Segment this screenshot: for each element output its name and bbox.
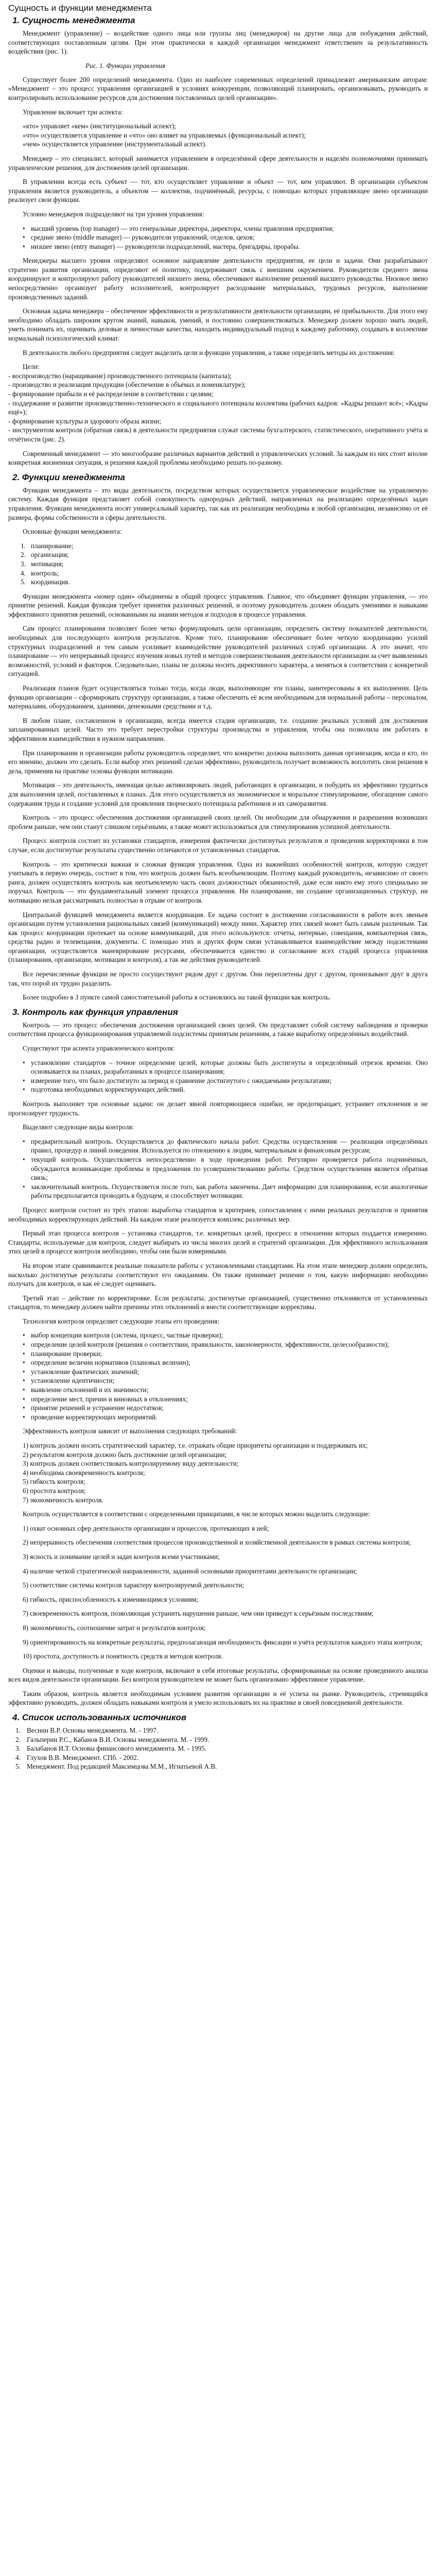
paragraph: Мотивация – это деятельность, имеющая целью активизировать людей, работающих в организации, и побудить их эффективно трудиться для выполнения целей, поставленных в планах. Для этого осуществляется их экономическое и моральное стимулирование, обогащение самого содержания труда и создание условий для проявления творческого потенциала работников и их саморазвития. xyxy=(8,781,428,807)
paragraph: Основная задача менеджера – обеспечение эффективности и результативности деятельности организации, её прибыльности. Для этого ему необходимо обладать широким кругом знаний, навыков, умений, и постоянно совершенствоваться. Менеджер должен хорошо знать людей, уметь понимать их, оценивать деловые и личностные качества, находить индивидуальный подход к каждому работнику, создавать в коллективе нормальный психологический климат. xyxy=(8,307,428,343)
list-item: • текущий контроль. Осуществляется непосредственно в ходе проведения работ. Регулярно проверяется работа подчинённых, обсуждаются возникающие проблемы и предложения по усовершенствованию работы. Средством осуществления является обратная связь; xyxy=(8,1155,428,1182)
paragraph: На втором этапе сравниваются реальные показатели работы с установленными стандартами. На этом этапе менеджер должен определить, насколько достигнутые результаты соответствуют его ожиданиям. Он также принимает решение о том, какую информацию необходимо получать для контроля, и как её следует оценивать. xyxy=(8,1261,428,1288)
list-item: • высший уровень (top manager) — это генеральные директора, директора, члены правления предприятия; xyxy=(8,224,428,233)
paragraph: Таким образом, контроль является необходимым условием развития организации и её успеха на рынке. Руководитель, стремящийся эффективно руководить, должен обладать навыками контроля и умело использовать их на практике в своей повседневной деятельности. xyxy=(8,1689,428,1707)
control-kinds-list xyxy=(8,1137,428,1200)
paragraph: Первый этап процесса контроля – установка стандартов, т.е. конкретных целей, прогресс в отношении которых поддается измерению. Стандарты, используемые для контроля, следует выбирать из числа многих целей и стратегий организации. Для эффективного использования этих целей в процессе контроля необходимо, чтобы они были измеримыми. xyxy=(8,1229,428,1256)
paragraph: 5) соответствие системы контроля характеру контролируемой деятельности; xyxy=(23,1581,245,1589)
goals-block xyxy=(8,362,428,444)
paragraph: Реализация планов будет осуществляться только тогда, когда люди, выполняющие эти планы, заинтересованы в их выполнении. Цель функции организации – сформировать структуру организации, а также обеспечить её всем необходимым для нормальной работы – персоналом, материалами, оборудованием, зданиями, денежными средствами и т.д. xyxy=(8,684,428,710)
references-list xyxy=(8,1726,428,1771)
list-item: «кто» управляет «кем» (институциональный аспект); xyxy=(23,122,177,130)
list-item: • установление идентичности; xyxy=(8,1376,428,1385)
aspects-list xyxy=(8,122,428,149)
list-item: «что» осуществляется управление и «что» оно влияет на управляемых (функциональный аспект); xyxy=(23,131,306,139)
paragraph: Выделяют следующие виды контроля: xyxy=(23,1123,134,1131)
paragraph: 3) ясность и понимание целей и задач контроля всеми участниками; xyxy=(23,1552,220,1561)
list-item: • планирование проверки; xyxy=(8,1349,428,1359)
list-item: • заключительный контроль. Осуществляется после того, как работа закончена. Дает информацию для планирования, если аналогичные работы предполагается проводить в будущем, и способствует мотивации. xyxy=(8,1182,428,1200)
paragraph: Менеджеры высшего уровня определяют основное направление деятельности предприятия, ее цели и задачи. Они разрабатывают стратегию развития организации, определяют её политику, поддерживают связь с внешним окружением. Руководители среднего звена координируют и контролируют работу руководителей низшего звена, обеспечивают выполнение решений высшего руководства. Низовое звено непосредственно организует работу исполнителей, контролирует расходование материальных, трудовых ресурсов, выполнение производственных заданий. xyxy=(8,257,428,301)
reference-item: 3. Балабанов И.Т. Основы финансового менеджмента. М. - 1995. xyxy=(15,1744,207,1753)
list-item: 3. мотивация; xyxy=(21,560,64,568)
list-item: «чем» осуществляется управление (инструментальный аспект). xyxy=(23,140,207,148)
section-2-heading: 2. Функции менеджмента xyxy=(12,472,125,482)
management-levels-list xyxy=(8,224,428,251)
paragraph: 9) ориентированность на конкретные результаты, предполагающая необходимость фиксации и учёта результатов каждого этапа контроля; xyxy=(23,1638,423,1646)
paragraph: Существуют три аспекта управленческого контроля: xyxy=(23,1044,175,1053)
paragraph: Третий этап – действие по корректировке. Если результаты, достигнутые организацией, существенно отклоняются от установленных стандартов, то менеджер должен найти причины этих отклонений и внести соответствующие коррективы. xyxy=(8,1294,428,1311)
paragraph: 1) охват основных сфер деятельности организации и процессов, протекающих в ней; xyxy=(23,1524,269,1532)
list-item: • низшее звено (entry manager) — руководители подразделений, мастера, бригадиры, прорабы. xyxy=(8,242,428,251)
paragraph: При планировании и организации работы руководитель определяет, что конкретно должна выполнить данная организация, когда и кто, по его мнению, должен это сделать. Если выбор этих решений сделан эффективно, руководитель получает возможность воплотить свои решения в дела, применив на практике основы функции мотивации. xyxy=(8,749,428,775)
list-item: 1) контроль должен носить стратегический характер, т.е. отражать общие приоритеты организации и поддерживать их; xyxy=(23,1442,368,1449)
reference-item: 1. Веснин В.Р. Основы менеджмента. М. - 1997. xyxy=(15,1726,159,1735)
paragraph: 10) простота, доступность и понятность средств и методов контроля. xyxy=(23,1652,223,1660)
paragraph: Эффективность контроля зависит от выполнения следующих требований: xyxy=(23,1427,237,1435)
paragraph: 4) наличие четкой стратегической направленности, заданной основными приоритетами деятельности организации; xyxy=(23,1567,357,1575)
paragraph: Существует более 200 определений менеджмента. Одно из наиболее современных определений принадлежит американским авторам: «Менеджмент – это процесс управления организацией в условиях конкуренции, позволяющий планировать, организовывать, руководить и контролировать использование ресурсов для достижения поставленных целей организации». xyxy=(8,75,428,101)
section-1-heading: 1. Сущность менеджмента xyxy=(12,15,135,25)
reference-item: 5. Менеджмент. Под редакцией Максимцова М.М., Игнатьевой А.В. xyxy=(15,1762,217,1771)
list-item: • определение величин нормативов (плановых величин); xyxy=(8,1358,428,1367)
list-item: 3) контроль должен соответствовать контролируемому виду деятельности; xyxy=(23,1460,239,1468)
list-item: • установление фактических значений; xyxy=(8,1367,428,1377)
control-technology-list xyxy=(8,1331,428,1421)
paragraph: 8) экономичность, соотношение затрат и результатов контроля; xyxy=(23,1623,206,1632)
list-item: 5) гибкость контроля; xyxy=(23,1478,85,1486)
list-item: 4. контроль; xyxy=(21,569,59,577)
paragraph: Современный менеджмент — это многообразие различных вариантов действий и управленческих условий. За каждым из них стоит вполне конкретная жизненная ситуация, и решения каждой проблемы необходимо решать по-разному. xyxy=(8,449,428,467)
paragraph: Контроль – это критически важная и сложная функция управления. Одна из важнейших особенностей контроля, которую следует учитывать в первую очередь, состоит в том, что контроль должен быть всеобъемлющим. Поэтому каждый руководитель, независимо от своего ранга, должен осуществлять контроль как неотъемлемую часть своих должностных обязанностей, даже если никто ему этого специально не поручал. Контроль — это фундаментальный элемент процесса управления. Ни планирование, ни создание организационных структур, ни мотивацию нельзя рассматривать полностью в отрыве от контроля. xyxy=(8,860,428,904)
figure-caption: Рис. 1. Функции управления xyxy=(85,61,166,70)
list-item: - формирование культуры и здорового образа жизни; xyxy=(8,417,162,425)
paragraph: Процесс контроля состоит из установки стандартов, измерения фактически достигнутых результатов и проведения корректировки в том случае, если достигнутые результаты существенно отличаются от установленных стандартов. xyxy=(8,837,428,854)
list-item: 4) необходима своевременность контроля; xyxy=(23,1468,145,1477)
list-item: - поддержание и развитие производственно-технического и социального потенциала коллектива (рабочих кадров: «Кадры решают всё»; «Кадры ещё»); xyxy=(8,399,428,416)
paragraph: Оценки и выводы, полученные в ходе контроля, включают в себя итоговые результаты, сформированные на основе проведенного анализа всех видов деятельности организации. Без контроля руководителем не может быть организовано эффективное управление. xyxy=(8,1666,428,1684)
paragraph: Менеджер – это специалист, который занимается управлением в определённой сфере деятельности и наделён полномочиями принимать управленческие решения, для достижения целей организации. xyxy=(8,154,428,172)
functions-list xyxy=(8,541,428,587)
paragraph: 7) своевременность контроля, позволяющая устранить нарушения раньше, чем они приведут к серьёзным последствиям; xyxy=(23,1609,374,1618)
paragraph: 6) гибкость, приспособленность к изменяющимся условиям; xyxy=(23,1595,198,1603)
list-item: 2) результатом контроля должно быть достижение целей организации; xyxy=(23,1450,227,1459)
control-aspects-list xyxy=(8,1058,428,1094)
list-item: • подготовка необходимых корректирующих действий. xyxy=(8,1085,428,1094)
paragraph: 2) непрерывность обеспечения соответствия процессов производственной и хозяйственной деятельности в рамках системы контроля; xyxy=(23,1538,411,1547)
section-4-heading: 4. Список использованных источников xyxy=(12,1713,187,1723)
section-3-heading: 3. Контроль как функция управления xyxy=(12,1007,178,1017)
list-item: • средние звено (middle manager) — руководители управлений, отделов, цехов; xyxy=(8,233,428,242)
paragraph: Контроль — это процесс обеспечения достижения организацией своих целей. Он представляет собой систему наблюдения и проверки соответствия процесса функционирования управляемой подсистемы принятым решениям, а также выработку определённых воздействий. xyxy=(8,1021,428,1038)
list-item: - воспроизводство (наращивание) производственного потенциала (капитала); xyxy=(8,371,232,380)
paragraph: Менеджмент (управление) – воздействие одного лица или группы лиц (менеджеров) на другие лица для побуждения действий, соответствующих поставленным целям. При этом практически в каждой организации менеджмент ответственен за результативность воздействия (рис. 1). xyxy=(8,29,428,56)
list-item: • выявление отклонений и их значимости; xyxy=(8,1385,428,1395)
document-title: Сущность и функции менеджмента xyxy=(8,3,152,13)
list-item: 7) экономичность контроля. xyxy=(23,1496,103,1504)
paragraph: Процесс контроля состоит из трёх этапов: выработка стандартов и критериев, сопоставления с ними реальных результатов и принятия необходимых корректирующих действий. На каждом этапе реализуется комплекс различных мер. xyxy=(8,1206,428,1223)
reference-item: 2. Гальперин Р.С., Кабанов В.И. Основы менеджмента. М. - 1999. xyxy=(15,1735,210,1743)
list-item: 6) простота контроля; xyxy=(23,1486,86,1495)
list-item: 5. координация. xyxy=(21,578,70,586)
paragraph: Функции менеджмента «номер один» объединены в общий процесс управления. Главное, что объединяет функции управления, — это принятие решений. Каждая функция требует принятия различных решений, и поэтому руководитель должен обладать умениями и навыками эффективного принятия решений, основанными на знании методов и подходов в процессе управления. xyxy=(8,592,428,618)
list-item: • предварительный контроль. Осуществляется до фактического начала работ. Средства осуществления — реализация определённых правил, процедур и линий поведения. Используется по отношению к людям, материальным и финансовым ресурсам; xyxy=(8,1137,428,1155)
list-item: 1. планирование; xyxy=(21,541,74,550)
list-item: - инструментом контроля (обратная связь) в деятельности предприятия служат системы бухгалтерского, статистического, оперативного учёта и отчётности (рис. 2). xyxy=(8,426,428,443)
paragraph: Технология контроля определяет следующие этапы его проведения: xyxy=(23,1317,220,1325)
paragraph: Сам процесс планирования позволяет более четко формулировать цели организации, определить систему показателей деятельности, необходимых для последующего контроля результатов. Кроме того, планирование обеспечивает более четкую координацию усилий структурных подразделений и тем самым усиливает взаимодействие руководителей различных служб организации. А это значит, что планирование — это непрерывный процесс изучения новых путей и методов совершенствования деятельности организации за счет выявленных возможностей, условий и факторов. Следовательно, планы не должны носить директивного характера, а меняться в соответствии с конкретной ситуацией. xyxy=(8,624,428,678)
paragraph: Центральной функцией менеджмента является координация. Ее задача состоит в достижении согласованности в работе всех звеньев организации путем установления рациональных связей (коммуникаций) между ними. Характер этих связей может быть самым различным. Так как процесс координации протекает на основе коммуникаций, для этого используются: отчеты, интервью, совещания, компьютерная связь, средства радио и телевещания, документы. С помощью этих и других форм связи устанавливается взаимодействие между подсистемами организации, осуществляется маневрирование ресурсами, обеспечивается единство и согласование всех стадий процесса управления (планирования, организации, мотивации и контроля), а так же действия руководителей. xyxy=(8,910,428,964)
list-item: • определение целей контроля (решения о соответствии, правильности, закономерности, эффективности, целесообразности); xyxy=(8,1340,428,1349)
paragraph: Контроль – это процесс обеспечения достижения организацией своих целей. Он необходим для обнаружения и разрешения возникших проблем раньше, чем они станут слишком серьёзными, а также может использоваться для стимулирования успешной деятельности. xyxy=(8,814,428,831)
paragraph: Контроль выполняет три основные задачи: он делает явной повторяющиеся ошибки, не предотвращает, устраняет отклонения и не прогнозирует трудность. xyxy=(8,1100,428,1117)
paragraph: Функции менеджмента – это виды деятельности, посредством которых осуществляется управленческое воздействие на управляемую систему. Каждая функция представляет собой совокупность однородных действий, направленных на реализацию определённых задач управления. Функции менеджмента носят универсальный характер, так как их реализация необходима в любой организации, независимо от её размера, формы собственности и сферы деятельности. xyxy=(8,486,428,521)
goals-intro: Цели: xyxy=(23,363,40,371)
paragraph: Основные функции менеджмента: xyxy=(23,528,122,536)
reference-item: 4. Глухов В.В. Менеджмент. СПб. - 2002. xyxy=(15,1753,139,1761)
list-item: - формирование прибыли и её распределение в соответствии с целями; xyxy=(8,390,214,398)
list-item: • проведение корректирующих мероприятий. xyxy=(8,1413,428,1422)
paragraph: В любом плане, составленном в организации, всегда имеется стадия организации, т.е. создание реальных условий для достижения запланированных целей. Часто это требует перестройки структуры производства и управления, чтобы она позволила им работать в эффективном взаимодействии в нужном направлении. xyxy=(8,716,428,742)
list-item: • выбор концепции контроля (система, процесс, частные проверки); xyxy=(8,1331,428,1340)
paragraph: В деятельности любого предприятия следует выделить цели и функции управления, а также определить методы их достижения: xyxy=(23,348,395,357)
paragraph: Контроль осуществляется в соответствии с определенными принципами, в числе которых можно выделить следующие: xyxy=(23,1510,370,1518)
list-item: • принятие решений и устранение недостатков; xyxy=(8,1403,428,1413)
list-item: - производство и реализация продукции (обеспечение в объёмах и номенклатуре); xyxy=(8,381,246,389)
requirements-block xyxy=(8,1441,428,1504)
paragraph: Условно менеджеров подразделяют на три уровня управления: xyxy=(23,210,204,218)
paragraph: Более подробно в 3 пункте самой самостоятельной работы я остановлюсь на такой функции как контроль. xyxy=(23,993,331,1002)
paragraph: В управлении всегда есть субъект — тот, кто осуществляет управление и объект — тот, кем управляют. В организации субъектом управления является руководитель, а объектом — коллектив, подчинённый, ресурсы, с помощью которых управляющее звено организации реализует свои функции. xyxy=(8,178,428,204)
paragraph: Управление включает три аспекта: xyxy=(23,108,123,116)
list-item: • определение мест, причин и виновных в отклонениях; xyxy=(8,1395,428,1404)
list-item: • установление стандартов – точное определение целей, которые должны быть достигнуты в определённый отрезок времени. Оно основывается на планах, разработанных в процессе планирования; xyxy=(8,1058,428,1076)
paragraph: Все перечисленные функции не просто сосуществуют рядом друг с другом. Они переплетены друг с другом, пронизывают друг в друга так, что порой их трудно разделить. xyxy=(8,970,428,987)
list-item: 2. организация; xyxy=(21,551,69,559)
list-item: • измерение того, что было достигнуто за период и сравнение достигнутого с ожидаемыми результатами; xyxy=(8,1076,428,1086)
